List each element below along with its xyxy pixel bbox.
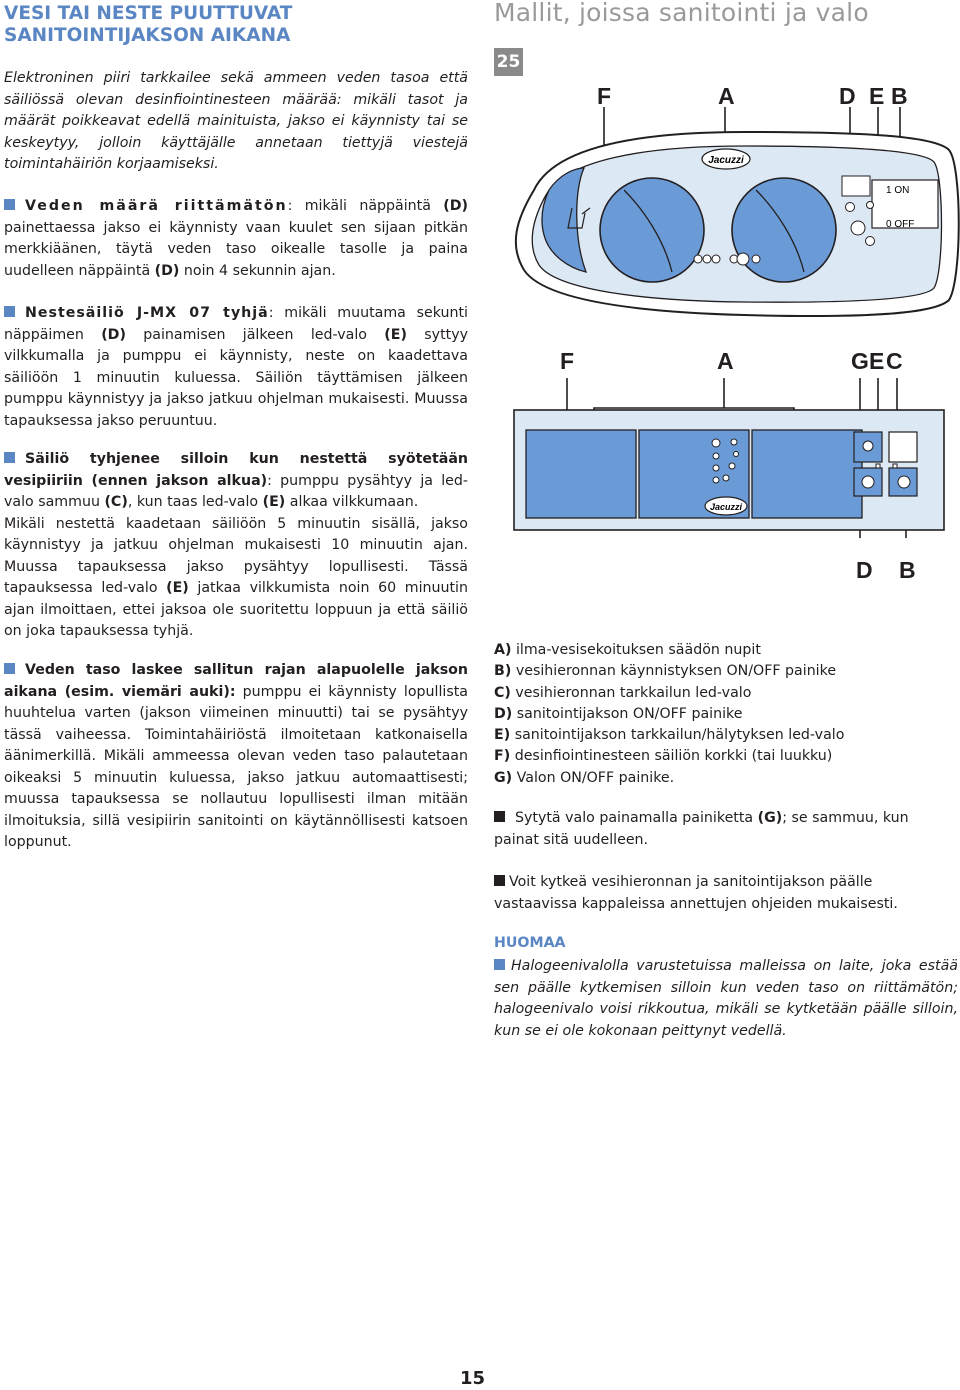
note-light-switch: Sytytä valo painamalla painiketta (G); se sammuu, kun painat sitä uudelleen. bbox=[494, 810, 909, 848]
intro-paragraph: Elektroninen piiri tarkkailee sekä ammeen veden tasoa että säiliössä olevan desinfiointinesteen määrää: mikäli tasot ja määrät poikkeavat edellä mainituista, jakso ei käynnisty tai se keskeytyy, jolloin käyttäjälle annetaan tiettyjä viestejä toimintahäiriön korjaamiseksi. bbox=[4, 70, 468, 172]
callout-label-e: E bbox=[869, 83, 885, 109]
control-panel-rectangular-diagram bbox=[494, 370, 960, 610]
paragraph-heading: Nestesäiliö J-MX 07 tyhjä bbox=[25, 305, 269, 321]
bullet-square-icon bbox=[4, 452, 15, 463]
paragraph-tank-empty: Nestesäiliö J-MX 07 tyhjä: mikäli muutama sekunti näppäimen (D) painamisen jälkeen led-valo (E) syttyy vilkkumalla ja pumppu ei käynnisty, neste on kaadettava säiliöön 1 minuutin kuluessa. Säiliön täyttämisen jälkeen pumppu käynnistyy ja jakso jatkuu ohjelman mukaisesti. Muussa tapauksessa jakso peruuntuu. bbox=[4, 305, 468, 429]
paragraph-water-level-drops: Veden taso laskee sallitun rajan alapuolelle jakson aikana (esim. viemäri auki): pumppu ei käynnisty lopullista huuhtelua varten (jakson viimeinen minuutti) tai se pysähtyy tässä vaiheessa. Toimintahäiriöstä ilmoitetaan katkonaisella äänimerkillä. Mikäli ammeessa olevan veden taso palautetaan oikeaksi 5 minuutin kuluessa, jakso jatkuu automaattisesti; muussa tapauksessa se nollautuu lopullisesti ilman mitään ilmoituksia, sillä vesipiirin sanitointi on käytännöllisesti katsoen loppunut. bbox=[4, 662, 468, 850]
legend-item-c: C) vesihieronnan tarkkailun led-valo bbox=[494, 684, 752, 701]
switch-on-label: 1 ON bbox=[886, 185, 910, 196]
paragraph-heading: Veden taso laskee sallitun rajan alapuolelle jakson aikana (esim. viemäri auki): bbox=[4, 662, 468, 700]
control-panel-round-diagram bbox=[494, 40, 960, 330]
note-activation: Voit kytkeä vesihieronnan ja sanitointijakson päälle vastaavissa kappaleissa annettujen ohjeiden mukaisesti. bbox=[494, 874, 898, 912]
callout-label-a: A bbox=[718, 83, 735, 109]
paragraph-heading: Säiliö tyhjenee silloin kun nestettä syötetään vesipiiriin (ennen jakson alkua) bbox=[4, 451, 468, 489]
callout-label-f: F bbox=[597, 83, 612, 109]
note-text: Halogeenivalolla varustetuissa malleissa on laite, joka estää sen päälle kytkemisen silloin kun veden taso on riittämätön; halogeenivalo voisi rikkoutua, mikäli se kytketään päälle silloin, kun se ei ole kokonaan peittynyt vedellä. bbox=[494, 958, 958, 1039]
legend-item-a: A) ilma-vesisekoituksen säädön nupit bbox=[494, 642, 761, 658]
callout-label-e-2: E bbox=[869, 348, 885, 374]
legend-item-d: D) sanitointijakson ON/OFF painike bbox=[494, 705, 743, 722]
legend-item-b: B) vesihieronnan käynnistyksen ON/OFF painike bbox=[494, 663, 837, 680]
callout-label-d: D bbox=[839, 83, 856, 109]
bullet-square-icon bbox=[4, 199, 15, 210]
callout-label-c-2: C bbox=[886, 348, 903, 374]
brand-logo: Jacuzzi bbox=[708, 155, 744, 166]
switch-off-label: 0 OFF bbox=[886, 219, 915, 230]
section-title-right: Mallit, joissa sanitointi ja valo bbox=[494, 0, 869, 27]
callout-label-g-2: G bbox=[851, 348, 869, 374]
legend-item-g: G) Valon ON/OFF painike. bbox=[494, 769, 675, 786]
paragraph-tank-empties: Säiliö tyhjenee silloin kun nestettä syötetään vesipiiriin (ennen jakson alkua): pumppu pysähtyy ja led-valo sammuu (C), kun taas led-valo (E) alkaa vilkkumaan. Mikäli nestettä kaadetaan säiliöön 5 minuutin sisällä, jakso käynnistyy ja jatkuu ohjelman mukaisesti 10 minuutin ajan. Muussa tapauksessa jakso pysähtyy lopullisesti. Tässä tapauksessa led-valo (E) jatkaa vilkkumista noin 60 minuutin ajan ilmoittaen, ettei jaksoa ole suoritettu loppuun ja että säiliö on joka tapauksessa tyhjä. bbox=[4, 451, 468, 639]
paragraph-water-insufficient: Veden määrä riittämätön: mikäli näppäintä (D) painettaessa jakso ei käynnisty vaan kuulet sen sijaan pitkän merkkiäänen, täytä veden taso oikealle tasolle ja paina uudelleen näppäintä (D) noin 4 sekunnin ajan. bbox=[4, 198, 468, 279]
callout-label-d-2: D bbox=[856, 557, 873, 583]
bullet-square-icon bbox=[494, 875, 505, 886]
section-title: VESI TAI NESTE PUUTTUVAT SANITOINTIJAKSON AIKANA bbox=[4, 3, 293, 46]
legend-item-f: F) desinfiointinesteen säiliön korkki (tai luukku) bbox=[494, 748, 833, 765]
brand-logo-2: Jacuzzi bbox=[709, 502, 743, 512]
bullet-square-icon bbox=[494, 959, 505, 970]
legend-item-e: E) sanitointijakson tarkkailun/hälytyksen led-valo bbox=[494, 727, 845, 744]
figure-number: 25 bbox=[494, 48, 523, 76]
legend-list bbox=[494, 640, 960, 789]
callout-label-b-2: B bbox=[899, 557, 916, 583]
bullet-square-icon bbox=[4, 306, 15, 317]
callout-label-b: B bbox=[891, 83, 908, 109]
callout-label-a-2: A bbox=[717, 348, 734, 374]
note-heading: HUOMAA bbox=[494, 935, 566, 951]
bullet-square-icon bbox=[494, 811, 505, 822]
paragraph-heading: Veden määrä riittämätön bbox=[25, 198, 288, 214]
callout-label-f-2: F bbox=[560, 348, 575, 374]
bullet-square-icon bbox=[4, 663, 15, 674]
page-number: 15 bbox=[460, 1368, 486, 1389]
